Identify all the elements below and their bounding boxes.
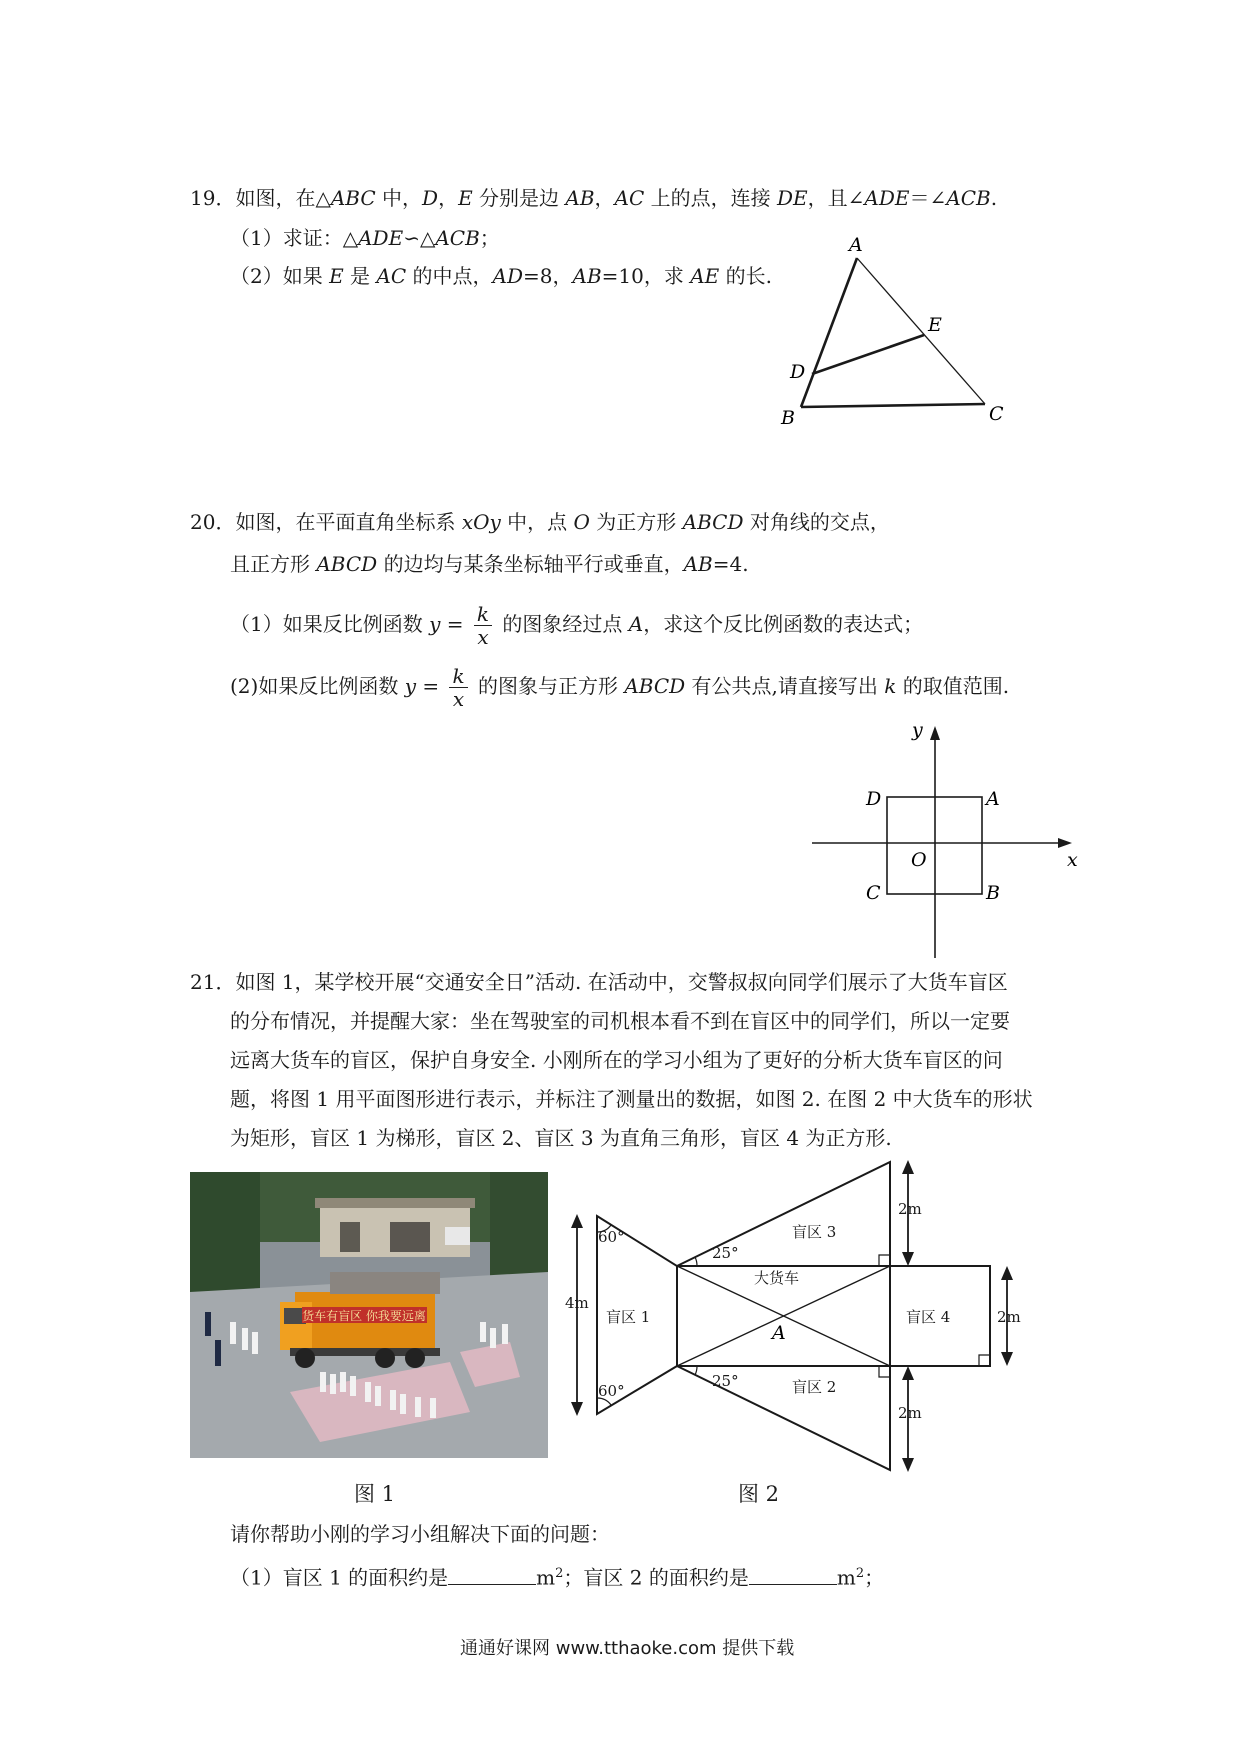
q19-text: 上的点，连接 — [644, 186, 778, 210]
q20-text: （1）如果反比例函数 — [230, 612, 430, 636]
q20-text: 如图，在平面直角坐标系 — [235, 510, 462, 534]
q20-part1 — [230, 594, 923, 654]
q20-text: = — [416, 674, 446, 698]
q20-text: 为正方形 — [589, 510, 683, 534]
label-c: C — [866, 882, 881, 904]
zone2-triangle — [677, 1366, 890, 1470]
truck-diagonal-1 — [677, 1266, 890, 1366]
angle-label-60-bottom: 60° — [598, 1382, 625, 1400]
unit-superscript: 2 — [855, 1566, 865, 1581]
fraction-numerator: k — [449, 665, 467, 688]
q19-text: 中， — [375, 186, 423, 210]
unit-m: m — [836, 1565, 856, 1590]
q19-text: ； — [479, 226, 500, 250]
q19-var: ADE — [864, 186, 910, 210]
q20-text: 中，点 — [500, 510, 574, 534]
angle-arc-25-top — [695, 1257, 697, 1266]
q19-number: 19． — [190, 186, 236, 210]
arrow-head — [902, 1252, 914, 1266]
arrow-head — [902, 1160, 914, 1174]
q20-var: A — [628, 612, 644, 636]
right-angle-mark-bottom — [879, 1366, 890, 1377]
q19-stem — [190, 184, 997, 212]
q20-var: k — [884, 674, 897, 698]
q20-text: =4. — [712, 552, 749, 576]
photo-banner-text: 货车有盲区 你我要远离 — [302, 1309, 426, 1323]
angle-label-25-top: 25° — [712, 1244, 739, 1262]
q19-text: 如图，在△ — [235, 186, 331, 210]
q20-text: = — [440, 612, 470, 636]
q19-text: ， — [438, 186, 459, 210]
q19-text: =8， — [523, 264, 573, 288]
truck-rectangle — [677, 1266, 890, 1366]
segment-bc — [801, 404, 985, 407]
zone4-label: 盲区 4 — [906, 1308, 951, 1326]
q19-var: AB — [572, 264, 602, 288]
right-angle-mark-top — [879, 1255, 890, 1266]
arrow-head — [1001, 1266, 1013, 1280]
q20-var: O — [573, 510, 590, 534]
q21-text: ；盲区 2 的面积约是 — [563, 1565, 749, 1590]
q21-text: （1）盲区 1 的面积约是 — [230, 1565, 449, 1590]
answer-blank-zone2[interactable] — [749, 1564, 837, 1585]
q19-text: ＝∠ — [909, 186, 947, 210]
figure1-photo — [190, 1172, 548, 1458]
q20-text: 有公共点,请直接写出 — [685, 674, 885, 698]
q19-part2 — [230, 262, 772, 290]
q19-var: E — [458, 186, 473, 210]
q21-ask: 请你帮助小刚的学习小组解决下面的问题： — [230, 1522, 610, 1546]
arrow-head — [571, 1402, 583, 1416]
q19-text: 是 — [343, 264, 377, 288]
answer-blank-zone1[interactable] — [448, 1564, 536, 1585]
label-b: B — [986, 882, 1000, 904]
q19-text: . — [990, 186, 998, 210]
q20-part2 — [230, 656, 1009, 716]
q19-text: ∽△ — [403, 226, 436, 250]
q19-text: =10，求 — [601, 264, 691, 288]
q20-var: xOy — [461, 510, 501, 534]
q20-var: ABCD — [316, 552, 378, 576]
q19-var: AE — [690, 264, 720, 288]
label-d: D — [790, 361, 806, 383]
q20-var: y — [429, 612, 441, 636]
q19-var: D — [422, 186, 439, 210]
unit-superscript: 2 — [555, 1566, 564, 1581]
zone3-triangle — [677, 1162, 890, 1266]
q20-var: AB — [683, 552, 713, 576]
arrow-head — [1001, 1352, 1013, 1366]
label-b: B — [781, 407, 795, 429]
label-o: O — [911, 849, 927, 871]
dim-2m-top-label: 2m — [898, 1200, 922, 1218]
label-y: y — [912, 719, 923, 741]
q21-line2: 的分布情况，并提醒大家：坐在驾驶室的司机根本看不到在盲区中的同学们，所以一定要 — [230, 1009, 1010, 1033]
q19-var: ADE — [358, 226, 404, 250]
q19-text: 分别是边 — [472, 186, 566, 210]
label-d: D — [866, 788, 882, 810]
q20-number: 20． — [190, 510, 236, 534]
label-x: x — [1067, 849, 1078, 871]
zone4-square — [890, 1266, 990, 1366]
q20-text: ，求这个反比例函数的表达式； — [643, 612, 924, 636]
q19-var: E — [329, 264, 344, 288]
dim-4m-label: 4m — [565, 1294, 589, 1312]
right-angle-mark-zone4 — [979, 1355, 990, 1366]
q19-text: ， — [594, 186, 615, 210]
dim-2m-right-label: 2m — [997, 1308, 1021, 1326]
q19-var: AC — [614, 186, 645, 210]
q19-var: ABC — [330, 186, 376, 210]
q19-var: ACB — [435, 226, 480, 250]
arrow-head — [571, 1214, 583, 1228]
q21-text: ； — [864, 1565, 885, 1590]
fraction-numerator: k — [474, 603, 492, 626]
point-a-label: A — [772, 1322, 786, 1344]
q21-part1 — [230, 1560, 884, 1592]
angle-label-60-top: 60° — [598, 1228, 625, 1246]
angle-arc-60-bottom — [597, 1398, 611, 1405]
y-axis-arrow — [930, 726, 940, 740]
zone3-label: 盲区 3 — [792, 1223, 837, 1241]
q20-line2 — [230, 550, 749, 578]
angle-label-25-bottom: 25° — [712, 1372, 739, 1390]
q20-var: ABCD — [682, 510, 744, 534]
label-e: E — [928, 314, 942, 336]
q19-text: 的长. — [719, 264, 772, 288]
q19-var: DE — [777, 186, 808, 210]
x-axis-arrow — [1058, 838, 1072, 848]
dim-2m-bottom-label: 2m — [898, 1404, 922, 1422]
q21-line1: 21．如图 1，某学校开展“交通安全日”活动. 在活动中，交警叔叔向同学们展示了大货车盲区 — [190, 970, 1008, 994]
q19-var: AC — [376, 264, 407, 288]
fraction-denominator: x — [452, 687, 465, 711]
q21-line3: 远离大货车的盲区，保护自身安全. 小刚所在的学习小组为了更好的分析大货车盲区的问 — [230, 1048, 1003, 1072]
caption-figure1: 图 1 — [354, 1482, 396, 1506]
q19-part1 — [230, 224, 500, 252]
truck-photo-illustration — [190, 1172, 548, 1458]
page-footer: 通通好课网 www.tthaoke.com 提供下载 — [460, 1638, 795, 1659]
caption-figure2: 图 2 — [738, 1482, 780, 1506]
unit-m: m — [536, 1565, 556, 1590]
q20-text: 的图象经过点 — [496, 612, 629, 636]
segment-de — [812, 335, 924, 374]
segment-ac — [857, 258, 985, 404]
fraction-k-over-x — [449, 665, 467, 710]
arrow-head — [902, 1366, 914, 1380]
q19-var: AB — [565, 186, 595, 210]
q20-var: y — [404, 674, 416, 698]
q20-text: (2)如果反比例函数 — [230, 674, 405, 698]
segment-ab — [801, 258, 857, 407]
q19-text: ，且∠ — [807, 186, 865, 210]
truck-label: 大货车 — [754, 1269, 800, 1287]
arrow-head — [902, 1458, 914, 1472]
q19-var: ACB — [946, 186, 991, 210]
q20-stem — [190, 508, 890, 536]
angle-arc-25-bottom — [695, 1366, 697, 1375]
q20-text: 且正方形 — [230, 552, 317, 576]
angle-arc-60-top — [597, 1225, 611, 1232]
q20-text: 的边均与某条坐标轴平行或垂直， — [377, 552, 684, 576]
q21-line5: 为矩形，盲区 1 为梯形，盲区 2、盲区 3 为直角三角形，盲区 4 为正方形. — [230, 1126, 892, 1150]
q20-text: 对角线的交点， — [743, 510, 890, 534]
label-a: A — [986, 788, 1000, 810]
fraction-k-over-x — [474, 603, 492, 648]
zone2-label: 盲区 2 — [792, 1378, 837, 1396]
q20-var: ABCD — [624, 674, 686, 698]
q21-line4: 题，将图 1 用平面图形进行表示，并标注了测量出的数据，如图 2. 在图 2 中大货车的形状 — [230, 1087, 1033, 1111]
label-a: A — [849, 234, 863, 256]
zone1-trapezoid — [597, 1216, 677, 1414]
label-c: C — [989, 403, 1004, 425]
fraction-denominator: x — [477, 625, 489, 649]
q20-text: 的图象与正方形 — [471, 674, 625, 698]
zone1-label: 盲区 1 — [606, 1308, 651, 1326]
truck-diagonal-2 — [677, 1266, 890, 1366]
q19-text: 的中点， — [406, 264, 493, 288]
q19-text: （1）求证：△ — [230, 226, 359, 250]
q19-var: AD — [492, 264, 524, 288]
q20-text: 的取值范围. — [896, 674, 1010, 698]
square-abcd — [887, 797, 982, 894]
q19-text: （2）如果 — [230, 264, 330, 288]
